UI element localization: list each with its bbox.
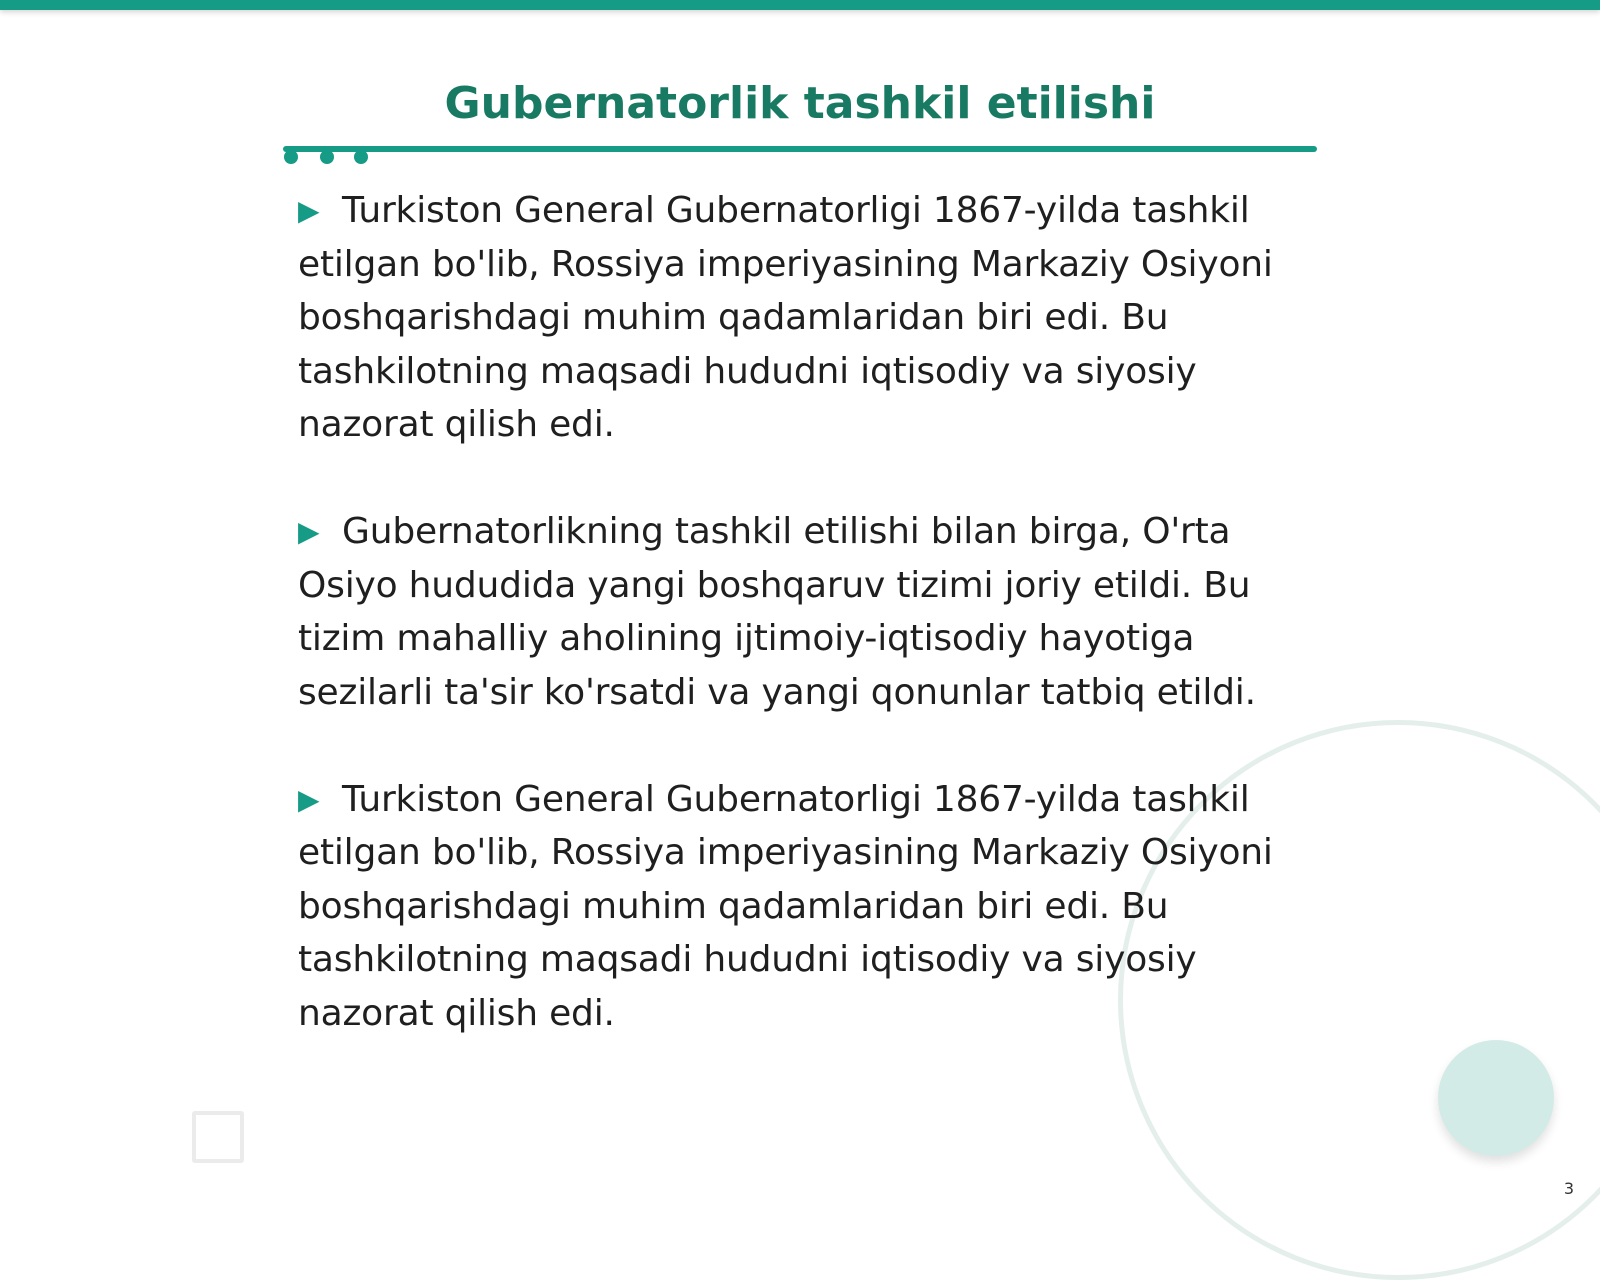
triangle-right-icon: ▶ xyxy=(298,515,320,548)
paragraph-text: Turkiston General Gubernatorligi 1867-yilda tashkil etilgan bo'lib, Rossiya imperiyasining Markaziy Osiyoni boshqarishdagi muhim qadamlaridan biri edi. Bu tashkilotning maqsadi hududni iqtisodiy va siyosiy nazorat qilish edi. xyxy=(298,778,1273,1034)
decorative-dot xyxy=(284,150,298,164)
paragraph-text: Turkiston General Gubernatorligi 1867-yilda tashkil etilgan bo'lib, Rossiya imperiyasining Markaziy Osiyoni boshqarishdagi muhim qadamlaridan biri edi. Bu tashkilotning maqsadi hududni iqtisodiy va siyosiy nazorat qilish edi. xyxy=(298,190,1273,445)
paragraph-text: Gubernatorlikning tashkil etilishi bilan birga, O'rta Osiyo hududida yangi boshqaruv tizimi joriy etildi. Bu tizim mahalliy aholining ijtimoiy-iqtisodiy hayotiga sezilarli ta'sir ko'rsatdi va yangi qonunlar tatbiq etildi. xyxy=(298,511,1256,713)
decorative-dot xyxy=(320,150,334,164)
bullet-paragraph xyxy=(298,184,1288,452)
title-underline xyxy=(283,146,1317,152)
decorative-square xyxy=(192,1111,244,1163)
top-accent-band xyxy=(0,0,1600,10)
triangle-right-icon: ▶ xyxy=(298,782,320,816)
bullet-paragraph xyxy=(298,773,1288,1041)
page-number: 3 xyxy=(1563,1179,1574,1198)
slide-title: Gubernatorlik tashkil etilishi xyxy=(444,78,1156,129)
decorative-circle xyxy=(1438,1040,1554,1156)
bullet-paragraph xyxy=(298,505,1288,719)
slide-body xyxy=(298,184,1288,1094)
decorative-dot xyxy=(354,150,368,164)
triangle-right-icon: ▶ xyxy=(298,194,320,227)
